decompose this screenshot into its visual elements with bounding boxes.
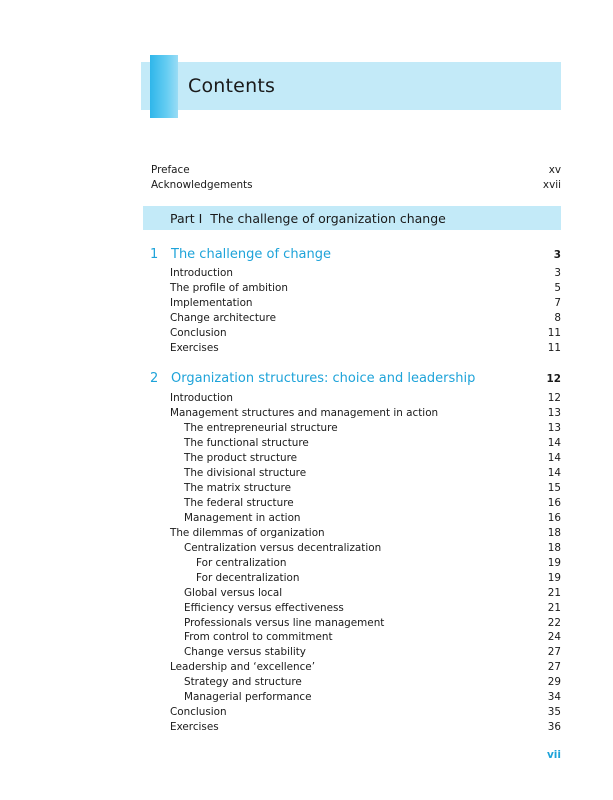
toc-entry-label: Management in action [184, 512, 301, 524]
toc-entry-label: The dilemmas of organization [170, 527, 325, 539]
toc-entry-page: 5 [554, 282, 561, 294]
toc-entry [184, 496, 561, 510]
toc-entry-label: The federal structure [184, 497, 294, 509]
toc-entry [196, 556, 561, 570]
toc-entry [184, 481, 561, 495]
toc-entry-label: Preface [151, 164, 190, 176]
toc-entry-page: 29 [547, 676, 561, 688]
toc-entry-label: Change versus stability [184, 646, 306, 658]
toc-entry [184, 675, 561, 689]
toc-entry-label: For decentralization [196, 572, 300, 584]
toc-entry [170, 341, 561, 355]
toc-entry-page: 11 [547, 327, 561, 339]
toc-entry-page: 14 [547, 467, 561, 479]
part-title: The challenge of organization change [210, 211, 446, 226]
toc-entry-acknowledgements [151, 178, 561, 192]
part-heading [170, 211, 446, 226]
toc-entry-page: 18 [547, 527, 561, 539]
toc-entry [184, 645, 561, 659]
toc-entry [170, 720, 561, 734]
chapter-title: The challenge of change [171, 247, 332, 262]
toc-entry-page: 15 [547, 482, 561, 494]
toc-entry-label: Introduction [170, 392, 233, 404]
toc-entry-page: 19 [547, 572, 561, 584]
title-accent-block [150, 55, 178, 118]
toc-entry [184, 690, 561, 704]
toc-entry [170, 705, 561, 719]
toc-entry [170, 526, 561, 540]
toc-entry-preface [151, 163, 561, 177]
toc-entry-page: 34 [547, 691, 561, 703]
toc-entry-label: Introduction [170, 267, 233, 279]
toc-entry [170, 326, 561, 340]
toc-entry-label: The functional structure [184, 437, 309, 449]
toc-entry-page: 21 [547, 602, 561, 614]
chapter-2-heading [150, 371, 561, 386]
toc-entry-page: 21 [547, 587, 561, 599]
toc-entry-label: Exercises [170, 342, 219, 354]
toc-entry-page: 35 [547, 706, 561, 718]
toc-entry [184, 436, 561, 450]
toc-entry [184, 466, 561, 480]
toc-entry-page: 16 [547, 497, 561, 509]
toc-entry [170, 660, 561, 674]
toc-entry-page: 12 [547, 392, 561, 404]
toc-entry-label: Implementation [170, 297, 253, 309]
toc-entry [184, 616, 561, 630]
toc-entry-page: 3 [554, 267, 561, 279]
toc-entry-label: Leadership and ‘excellence’ [170, 661, 316, 673]
toc-entry [170, 311, 561, 325]
toc-entry-page: 18 [547, 542, 561, 554]
toc-entry [184, 630, 561, 644]
toc-entry-label: Management structures and management in action [170, 407, 439, 419]
toc-entry-page: 19 [547, 557, 561, 569]
toc-entry-page: 14 [547, 437, 561, 449]
toc-entry-page: 13 [547, 422, 561, 434]
part-label: Part I [170, 211, 203, 226]
toc-entry-label: Conclusion [170, 327, 227, 339]
chapter-page: 3 [553, 249, 561, 261]
toc-entry-label: Acknowledgements [151, 179, 253, 191]
toc-entry-label: The entrepreneurial structure [184, 422, 338, 434]
toc-entry-page: 16 [547, 512, 561, 524]
toc-entry-page: 13 [547, 407, 561, 419]
chapter-page: 12 [546, 373, 561, 385]
toc-entry-page: xv [548, 164, 561, 176]
chapter-number: 2 [150, 371, 159, 386]
toc-entry [184, 601, 561, 615]
toc-entry [184, 451, 561, 465]
toc-entry-page: 24 [547, 631, 561, 643]
toc-entry-page: 8 [554, 312, 561, 324]
page-title: Contents [188, 75, 276, 97]
toc-entry-page: xvii [542, 179, 561, 191]
toc-entry-label: The product structure [184, 452, 298, 464]
toc-entry-label: Professionals versus line management [184, 617, 385, 629]
toc-entry [170, 391, 561, 405]
toc-entry-label: Centralization versus decentralization [184, 542, 382, 554]
toc-entry-page: 11 [547, 342, 561, 354]
toc-entry [170, 266, 561, 280]
toc-entry-page: 27 [547, 646, 561, 658]
toc-entry-page: 7 [554, 297, 561, 309]
toc-entry-label: Conclusion [170, 706, 227, 718]
toc-entry [170, 406, 561, 420]
toc-entry [184, 421, 561, 435]
toc-entry-label: Managerial performance [184, 691, 312, 703]
toc-entry [184, 586, 561, 600]
chapter-1-heading [150, 247, 561, 262]
toc-entry-label: The divisional structure [184, 467, 307, 479]
toc-entry-page: 36 [547, 721, 561, 733]
toc-entry [170, 296, 561, 310]
toc-entry-label: Efficiency versus effectiveness [184, 602, 344, 614]
toc-entry-page: 27 [547, 661, 561, 673]
toc-entry-label: The matrix structure [184, 482, 291, 494]
toc-entry [184, 511, 561, 525]
chapter-number: 1 [150, 247, 159, 262]
toc-entry [196, 571, 561, 585]
toc-entry-label: Change architecture [170, 312, 276, 324]
toc-entry-label: The profile of ambition [170, 282, 288, 294]
toc-entry [170, 281, 561, 295]
toc-entry-page: 22 [547, 617, 561, 629]
toc-entry-label: For centralization [196, 557, 287, 569]
page-number: vii [546, 749, 561, 761]
toc-entry-label: Strategy and structure [184, 676, 302, 688]
toc-entry [184, 541, 561, 555]
toc-entry-page: 14 [547, 452, 561, 464]
chapter-title: Organization structures: choice and leadership [171, 371, 476, 386]
toc-entry-label: From control to commitment [184, 631, 333, 643]
toc-entry-label: Global versus local [184, 587, 283, 599]
toc-entry-label: Exercises [170, 721, 219, 733]
